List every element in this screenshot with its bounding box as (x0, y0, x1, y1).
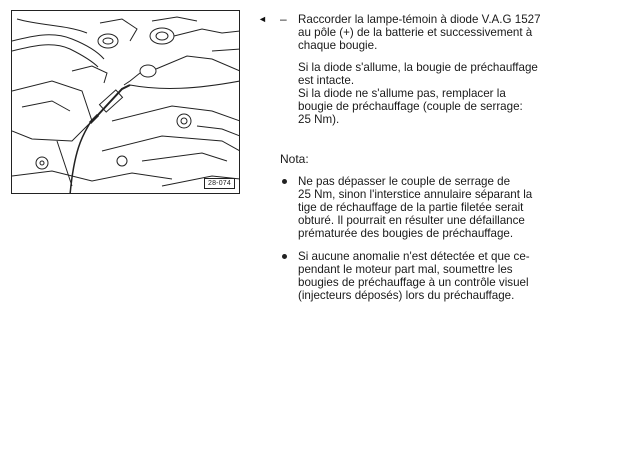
nota-item-line: Si aucune anomalie n'est détectée et que ce- (298, 250, 530, 263)
result-fail-line: 25 Nm). (298, 113, 340, 126)
bullet-icon (282, 179, 287, 184)
bullet-icon (282, 254, 287, 259)
instruction-text (298, 13, 578, 126)
nota-item-line: bougies de préchauffage à un contrôle visuel (298, 276, 529, 289)
nota-item-line: obturé. Il pourrait en résulter une défaillance (298, 214, 525, 227)
nota-item-line: 25 Nm, sinon l'interstice annulaire séparant la (298, 188, 533, 201)
instruction-line: chaque bougie. (298, 39, 378, 52)
nota-item-line: Ne pas dépasser le couple de serrage de (298, 175, 511, 188)
nota-item-line: pendant le moteur part mal, soumettre les (298, 263, 513, 276)
nota-item-line: (injecteurs déposés) lors du préchauffage. (298, 289, 515, 302)
step-dash: – (280, 12, 287, 26)
instruction-line: au pôle (+) de la batterie et successivement à (298, 26, 533, 39)
instruction-line: Raccorder la lampe-témoin à diode V.A.G 1527 (298, 13, 541, 26)
nota-item (280, 175, 580, 240)
nota-item-line: prématurée des bougies de préchauffage. (298, 227, 514, 240)
result-ok-line: est intacte. (298, 74, 355, 87)
result-fail-line: Si la diode ne s'allume pas, remplacer la (298, 87, 506, 100)
reference-arrow-icon: ◄ (258, 14, 267, 24)
engine-drawing (12, 11, 240, 194)
engine-illustration (11, 10, 240, 194)
figure-label: 28-074 (204, 178, 235, 189)
nota-list (280, 175, 580, 302)
nota-heading: Nota: (280, 152, 309, 166)
result-ok-line: Si la diode s'allume, la bougie de préchauffage (298, 61, 538, 74)
result-fail-line: bougie de préchauffage (couple de serrage: (298, 100, 523, 113)
nota-item (280, 250, 580, 302)
nota-item-line: tige de réchauffage de la partie filetée serait (298, 201, 524, 214)
